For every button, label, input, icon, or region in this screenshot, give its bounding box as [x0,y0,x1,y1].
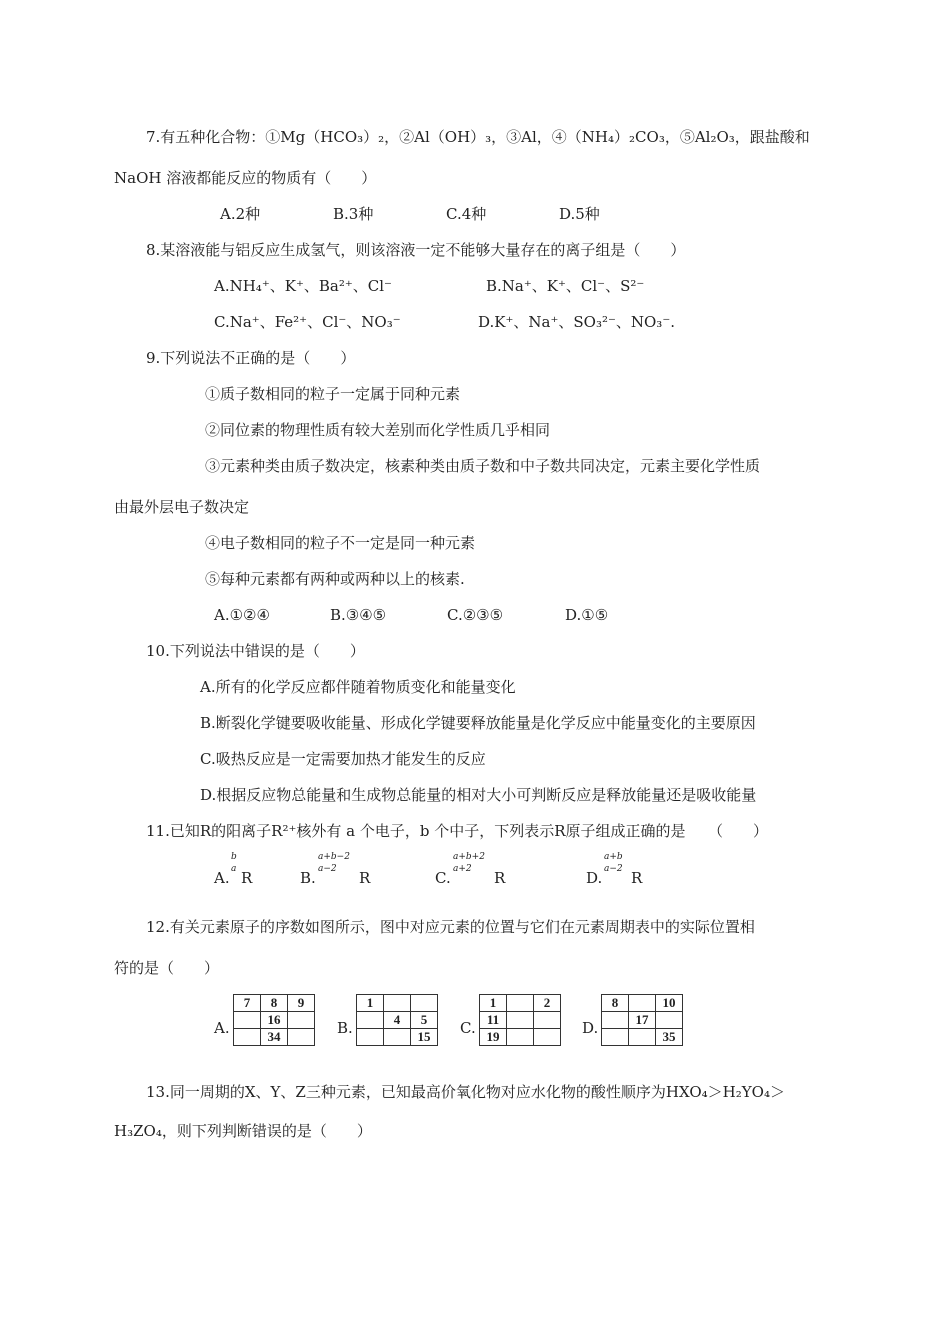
q7-line1: 7.有五种化合物：①Mg（HCO₃）₂，②Al（OH）₃，③Al，④（NH₄）₂CO₃，⑤Al₂O₃，跟盐酸和 [146,128,810,146]
grid-cell [534,1012,561,1029]
grid-cell [384,995,411,1012]
q12-grid-b [356,994,438,1046]
q9-option-c: C.②③⑤ [447,606,504,624]
q9-statement-1: ①质子数相同的粒子一定属于同种元素 [205,385,461,403]
q13-line1: 13.同一周期的X、Y、Z三种元素，已知最高价氧化物对应水化物的酸性顺序为HXO₄＞H₂YO₄＞ [146,1083,785,1101]
grid-cell: 17 [629,1012,656,1029]
grid-cell: 16 [261,1012,288,1029]
q12-label-a: A. [214,1019,230,1037]
q12-line2: 符的是（ ） [114,959,220,977]
q11-stem: 11.已知R的阳离子R²⁺核外有 a 个电子，b 个中子，下列表示R原子组成正确的是 （ ） [146,822,769,840]
q8-option-c: C.Na⁺、Fe²⁺、Cl⁻、NO₃⁻ [214,313,401,331]
grid-cell: 7 [234,995,261,1012]
q12-label-d: D. [582,1019,599,1037]
grid-cell [656,1012,683,1029]
q12-grid-c [479,994,561,1046]
q10-stem: 10.下列说法中错误的是（ ） [146,642,365,660]
q9-statement-3a: ③元素种类由质子数决定，核素种类由质子数和中子数共同决定，元素主要化学性质 [205,457,761,475]
grid-cell [629,1029,656,1046]
grid-cell [629,995,656,1012]
q7-line2: NaOH 溶液都能反应的物质有（ ） [114,169,377,187]
grid-cell [288,1012,315,1029]
grid-cell: 9 [288,995,315,1012]
q7-option-a: A.2种 [220,205,261,223]
grid-cell [507,1012,534,1029]
grid-cell [602,1012,629,1029]
grid-cell [357,1029,384,1046]
q13-line2: H₃ZO₄，则下列判断错误的是（ ） [114,1122,372,1140]
grid-cell: 19 [480,1029,507,1046]
grid-cell [534,1029,561,1046]
grid-cell: 8 [261,995,288,1012]
grid-cell: 8 [602,995,629,1012]
q8-option-d: D.K⁺、Na⁺、SO₃²⁻、NO₃⁻. [478,313,676,331]
q8-option-a: A.NH₄⁺、K⁺、Ba²⁺、Cl⁻ [214,277,392,295]
q12-label-b: B. [337,1019,353,1037]
grid-cell [357,1012,384,1029]
q8-option-b: B.Na⁺、K⁺、Cl⁻、S²⁻ [486,277,645,295]
grid-cell [507,1029,534,1046]
grid-cell: 10 [656,995,683,1012]
q12-grid-a [233,994,315,1046]
q9-stem: 9.下列说法不正确的是（ ） [146,349,356,367]
q9-option-a: A.①②④ [214,606,270,624]
q7-option-b: B.3种 [333,205,374,223]
q12-line1: 12.有关元素原子的序数如图所示，图中对应元素的位置与它们在元素周期表中的实际位置相 [146,918,755,936]
grid-cell: 15 [411,1029,438,1046]
grid-cell [234,1029,261,1046]
q12-grid-d [601,994,683,1046]
q9-statement-3b: 由最外层电子数决定 [114,498,250,516]
grid-cell: 11 [480,1012,507,1029]
grid-cell: 34 [261,1029,288,1046]
grid-cell: 1 [480,995,507,1012]
q9-statement-5: ⑤每种元素都有两种或两种以上的核素. [205,570,465,588]
grid-cell: 35 [656,1029,683,1046]
q9-option-b: B.③④⑤ [330,606,387,624]
q10-option-c: C.吸热反应是一定需要加热才能发生的反应 [200,750,486,768]
grid-cell: 2 [534,995,561,1012]
q9-option-d: D.①⑤ [565,606,609,624]
grid-cell [507,995,534,1012]
grid-cell [602,1029,629,1046]
q9-statement-4: ④电子数相同的粒子不一定是同一种元素 [205,534,476,552]
grid-cell [384,1029,411,1046]
grid-cell: 4 [384,1012,411,1029]
q10-option-a: A.所有的化学反应都伴随着物质变化和能量变化 [200,678,516,696]
q12-label-c: C. [460,1019,476,1037]
grid-cell: 5 [411,1012,438,1029]
q7-option-c: C.4种 [446,205,487,223]
q8-stem: 8.某溶液能与铝反应生成氢气，则该溶液一定不能够大量存在的离子组是（ ） [146,241,686,259]
grid-cell: 1 [357,995,384,1012]
q10-option-b: B.断裂化学键要吸收能量、形成化学键要释放能量是化学反应中能量变化的主要原因 [200,714,756,732]
grid-cell [234,1012,261,1029]
grid-cell [288,1029,315,1046]
q10-option-d: D.根据反应物总能量和生成物总能量的相对大小可判断反应是释放能量还是吸收能量 [200,786,757,804]
q7-option-d: D.5种 [559,205,600,223]
q9-statement-2: ②同位素的物理性质有较大差别而化学性质几乎相同 [205,421,551,439]
grid-cell [411,995,438,1012]
